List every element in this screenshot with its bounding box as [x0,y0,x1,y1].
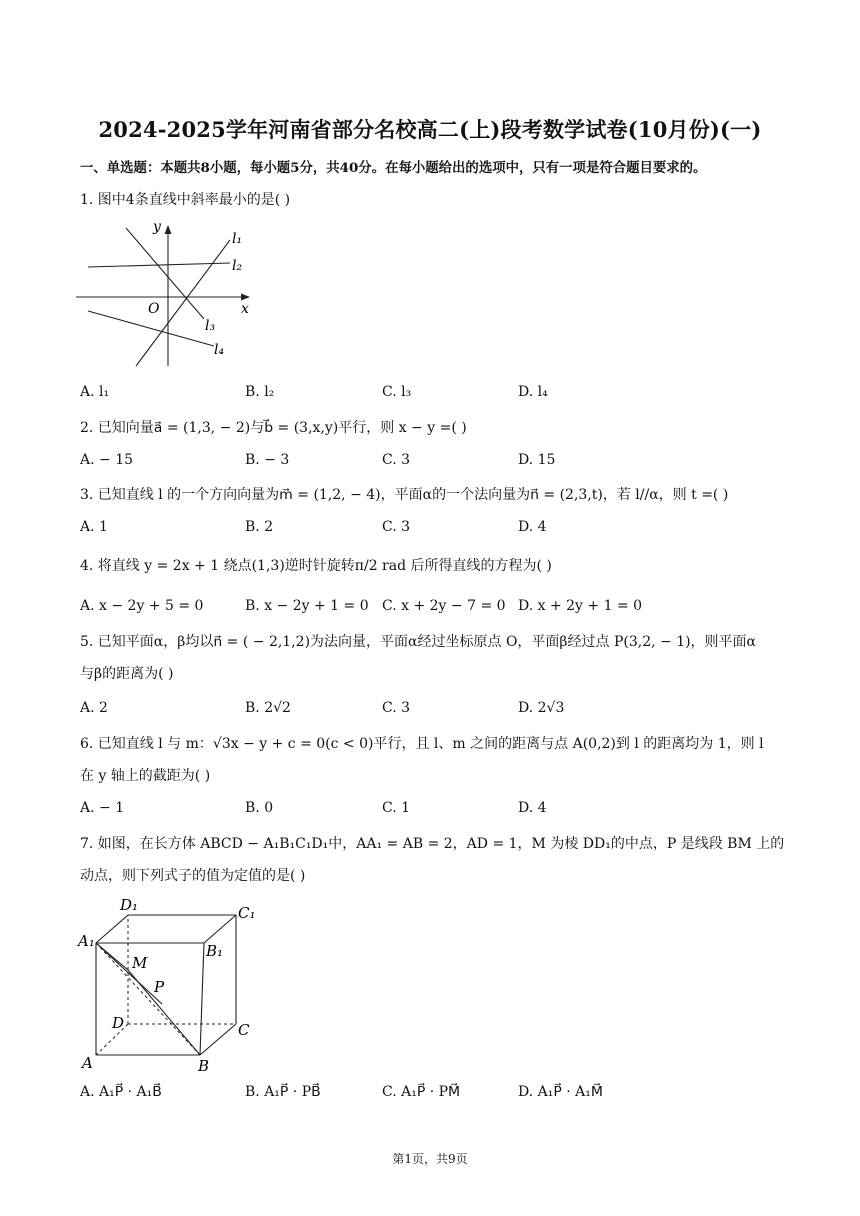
option-c[interactable]: C. 3 [382,452,411,468]
label-b: B [198,1057,210,1075]
question-4-options [80,598,780,618]
y-axis-arrow-icon [165,225,172,234]
label-d: D [112,1014,125,1032]
origin-label: O [148,301,160,317]
label-p: P [154,978,165,996]
option-c[interactable]: C. 3 [382,519,411,535]
option-d[interactable]: D. x + 2y + 1 = 0 [518,598,643,614]
option-a[interactable]: A. 1 [80,519,108,535]
option-d[interactable]: D. A₁P⃗ · A₁M⃗ [518,1084,603,1100]
question-2-text: 2. 已知向量a⃗ = (1,3, − 2)与b⃗ = (3,x,y)平行，则 x − y =( ) [80,420,467,436]
segment-a1p [96,943,162,1004]
option-d[interactable]: D. 15 [518,452,556,468]
edge-bb1 [200,943,204,1055]
option-b[interactable]: B. − 3 [245,452,290,468]
question-3-options [80,519,780,539]
page-footer: 第1页，共9页 [392,1152,468,1166]
l1-label: l₁ [232,231,243,247]
question-5-text-line2: 与β的距离为( ) [80,666,174,682]
l4-label: l₄ [214,342,225,358]
question-2-options [80,452,780,472]
question-4-text: 4. 将直线 y = 2x + 1 绕点(1,3)逆时针旋转π/2 rad 后所得直线的方程为( ) [80,558,552,574]
option-b[interactable]: B. A₁P⃗ · PB⃗ [245,1084,321,1100]
option-d[interactable]: D. 4 [518,800,547,816]
question-1-text: 1. 图中4条直线中斜率最小的是( ) [80,192,291,208]
option-b[interactable]: B. 0 [245,800,274,816]
question-1-options [80,384,780,404]
label-c: C [238,1021,250,1039]
question-7-text-line1: 7. 如图，在长方体 ABCD − A₁B₁C₁D₁中，AA₁ = AB = 2，AD = 1，M 为棱 DD₁的中点，P 是线段 BM 上的 [80,836,785,852]
option-a[interactable]: A. 2 [80,700,108,716]
question-7-options [80,1084,780,1104]
q7-cuboid-figure [74,888,264,1078]
q1-lines-figure [74,218,260,368]
option-a[interactable]: A. A₁P⃗ · A₁B⃗ [80,1084,162,1100]
option-d[interactable]: D. 2√3 [518,700,565,716]
edge-a1d1 [96,915,128,943]
option-b[interactable]: B. x − 2y + 1 = 0 [245,598,369,614]
question-6-options [80,800,780,820]
question-5-options [80,700,780,720]
y-label: y [153,219,161,235]
option-c[interactable]: C. l₃ [382,384,412,400]
option-b[interactable]: B. 2 [245,519,274,535]
x-axis-arrow-icon [241,294,250,301]
question-6-text-line2: 在 y 轴上的截距为( ) [80,768,211,784]
question-5-text-line1: 5. 已知平面α，β均以n⃗ = ( − 2,1,2)为法向量，平面α经过坐标原点 O，平面β经过点 P(3,2, − 1)，则平面α [80,634,757,650]
option-c[interactable]: C. A₁P⃗ · PM⃗ [382,1084,461,1100]
label-a: A [82,1054,93,1072]
option-d[interactable]: D. 4 [518,519,547,535]
label-m: M [132,954,148,972]
option-d[interactable]: D. l₄ [518,384,548,400]
edge-bc [200,1024,236,1055]
l2-label: l₂ [232,258,243,274]
option-a[interactable]: A. − 1 [80,800,125,816]
label-c1: C₁ [238,904,256,922]
option-c[interactable]: C. 3 [382,700,411,716]
label-d1: D₁ [120,896,139,914]
question-7-text-line2: 动点，则下列式子的值为定值的是( ) [80,868,306,884]
question-6-text-line1: 6. 已知直线 l 与 m：√3x − y + c = 0(c < 0)平行，且 l、m 之间的距离与点 A(0,2)到 l 的距离均为 1，则 l [80,736,764,752]
option-a[interactable]: A. − 15 [80,452,134,468]
option-c[interactable]: C. x + 2y − 7 = 0 [382,598,506,614]
section-heading: 一、单选题：本题共8小题，每小题5分，共40分。在每小题给出的选项中，只有一项是符合题目要求的。 [80,160,707,176]
page-title: 2024-2025学年河南省部分名校高二(上)段考数学试卷(10月份)(一) [98,117,762,142]
option-b[interactable]: B. l₂ [245,384,275,400]
edge-c1b1 [204,915,236,943]
segment-a1b [96,943,200,1055]
option-b[interactable]: B. 2√2 [245,700,291,716]
label-b1: B₁ [206,942,224,960]
option-a[interactable]: A. l₁ [80,384,110,400]
line-l3 [126,228,204,319]
question-3-text: 3. 已知直线 l 的一个方向向量为m⃗ = (1,2, − 4)，平面α的一个法向量为n⃗ = (2,3,t)，若 l//α，则 t =( ) [80,487,729,503]
x-label: x [241,301,249,317]
option-a[interactable]: A. x − 2y + 5 = 0 [80,598,204,614]
label-a1: A₁ [78,932,95,950]
l3-label: l₃ [205,318,216,334]
option-c[interactable]: C. 1 [382,800,411,816]
